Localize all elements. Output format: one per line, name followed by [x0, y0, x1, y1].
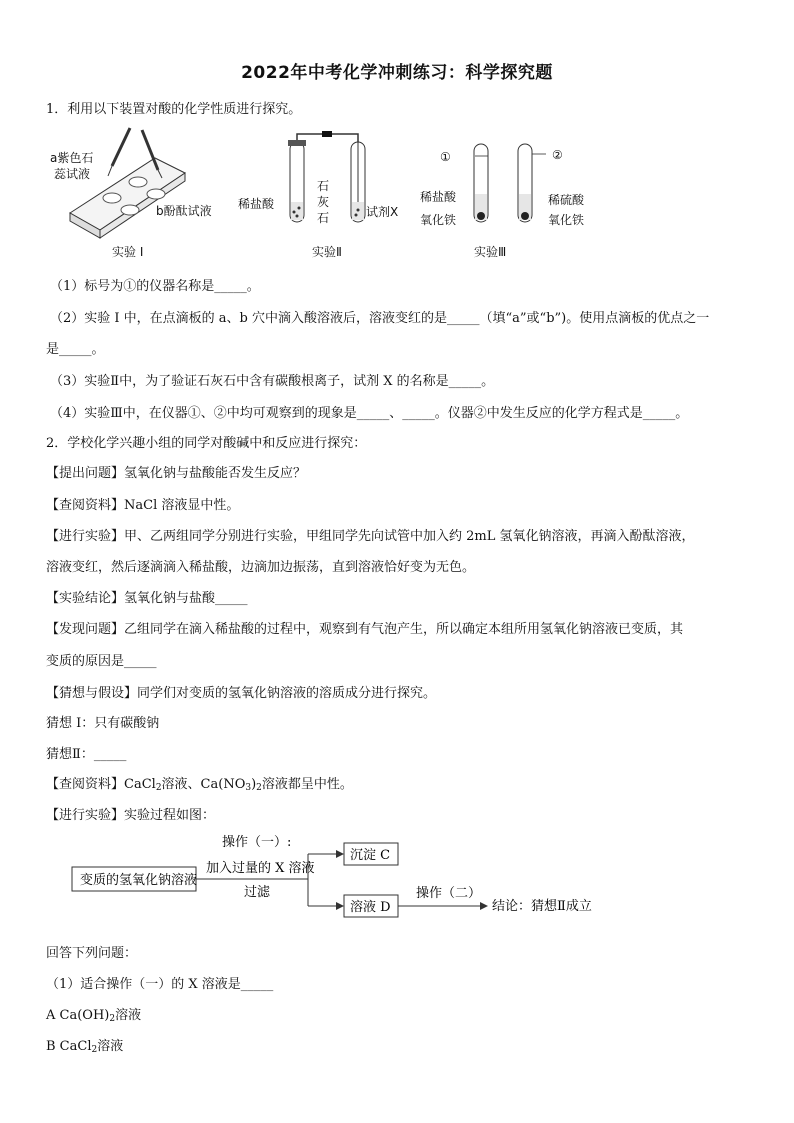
- q1-part1: （1）标号为①的仪器名称是_____。: [50, 279, 260, 294]
- exp1-label-a2: 蕊试液: [54, 167, 91, 181]
- exp2-left-label: 稀盐酸: [238, 197, 275, 211]
- flow-op1-filter: 过滤: [244, 885, 271, 900]
- q1-part3: （3）实验Ⅱ中，为了验证石灰石中含有碳酸根离子，试剂 X 的名称是_____。: [50, 374, 495, 389]
- exp3-left-oxide: 氧化铁: [420, 213, 457, 227]
- flow-op2: 操作（二）: [416, 886, 482, 901]
- q1-stem: 1．利用以下装置对酸的化学性质进行探究。: [46, 102, 302, 117]
- q1-part2a: （2）实验 I 中，在点滴板的 a、b 穴中滴入酸溶液后，溶液变红的是_____（填“a”或“b”)。使用点滴板的优点之一: [50, 311, 710, 326]
- exp2-mid3: 石: [317, 211, 330, 225]
- q2-experiment-b: 溶液变红，然后逐滴滴入稀盐酸，边滴加边振荡，直到溶液恰好变为无色。: [46, 560, 476, 575]
- q2-guess1: 猜想 I：只有碳酸钠: [46, 716, 160, 731]
- flow-solution-d: 溶液 D: [350, 900, 391, 915]
- q2-experiment-a: 【进行实验】甲、乙两组同学分别进行实验，甲组同学先向试管中加入约 2mL 氢氧化钠溶液，再滴入酚酞溶液，: [46, 529, 695, 544]
- q2-experiment-intro: 【进行实验】实验过程如图：: [46, 808, 216, 823]
- exp1-label-b: b酚酞试液: [156, 204, 212, 218]
- exp1-caption: 实验 I: [112, 245, 144, 259]
- q2-finding-b: 变质的原因是_____: [46, 654, 157, 669]
- experiment-flow-diagram: [40, 830, 660, 930]
- spot-plate-diagram: [70, 128, 185, 238]
- q1-apparatus-figure: [40, 118, 620, 268]
- exp3-left-acid: 稀盐酸: [420, 190, 457, 204]
- q2-guess2: 猜想Ⅱ：_____: [46, 747, 127, 762]
- q2-option-b: B CaCl$_2$溶液: [46, 1039, 124, 1055]
- q2-stem: 2．学校化学兴趣小组的同学对酸碱中和反应进行探究：: [46, 436, 367, 451]
- q2-info2: 【查阅资料】CaCl$_2$溶液、$Ca(NO_3)_2$溶液都呈中性。: [46, 777, 353, 793]
- exp3-right-acid: 稀硫酸: [548, 193, 585, 207]
- exp3-right-oxide: 氧化铁: [548, 213, 585, 227]
- exp1-label-a: a紫色石: [50, 151, 94, 165]
- q1-part2b: 是_____。: [46, 342, 105, 357]
- q2-question: 【提出问题】氢氧化钠与盐酸能否发生反应？: [46, 466, 307, 481]
- exp3-mark1: ①: [440, 150, 451, 164]
- exp3-mark2: ②: [552, 148, 563, 162]
- exp2-caption: 实验Ⅱ: [312, 245, 342, 259]
- flow-op1-title: 操作（一）:: [222, 835, 292, 850]
- test-tubes-iron-oxide: [474, 144, 546, 222]
- q2-option-a: A $Ca(OH)_2$溶液: [46, 1008, 142, 1024]
- page-title: 2022年中考化学冲刺练习：科学探究题: [241, 63, 553, 83]
- q2-info1: 【查阅资料】NaCl 溶液显中性。: [46, 498, 240, 513]
- q2-finding-a: 【发现问题】乙组同学在滴入稀盐酸的过程中，观察到有气泡产生，所以确定本组所用氢氧化钠溶液已变质，其: [46, 622, 684, 637]
- q2-hypothesis: 【猜想与假设】同学们对变质的氢氧化钠溶液的溶质成分进行探究。: [46, 686, 437, 701]
- flow-op1-desc: 加入过量的 X 溶液: [206, 861, 315, 876]
- q2-sub1: （1）适合操作（一）的 X 溶液是_____: [46, 977, 274, 992]
- q2-answer-intro: 回答下列问题：: [46, 946, 138, 961]
- q1-part4: （4）实验Ⅲ中，在仪器①、②中均可观察到的现象是_____、_____。仪器②中发生反应的化学方程式是_____。: [50, 406, 689, 421]
- exp2-mid2: 灰: [317, 195, 330, 209]
- flow-precipitate-c: 沉淀 C: [350, 848, 391, 863]
- flow-conclusion: 结论：猜想Ⅱ成立: [492, 899, 592, 914]
- flow-start-box: 变质的氢氧化钠溶液: [80, 873, 198, 888]
- exp3-caption: 实验Ⅲ: [474, 245, 507, 259]
- exp2-right-label: 试剂X: [366, 205, 399, 219]
- exp2-mid1: 石: [317, 179, 330, 193]
- q2-conclusion: 【实验结论】氢氧化钠与盐酸_____: [46, 591, 248, 606]
